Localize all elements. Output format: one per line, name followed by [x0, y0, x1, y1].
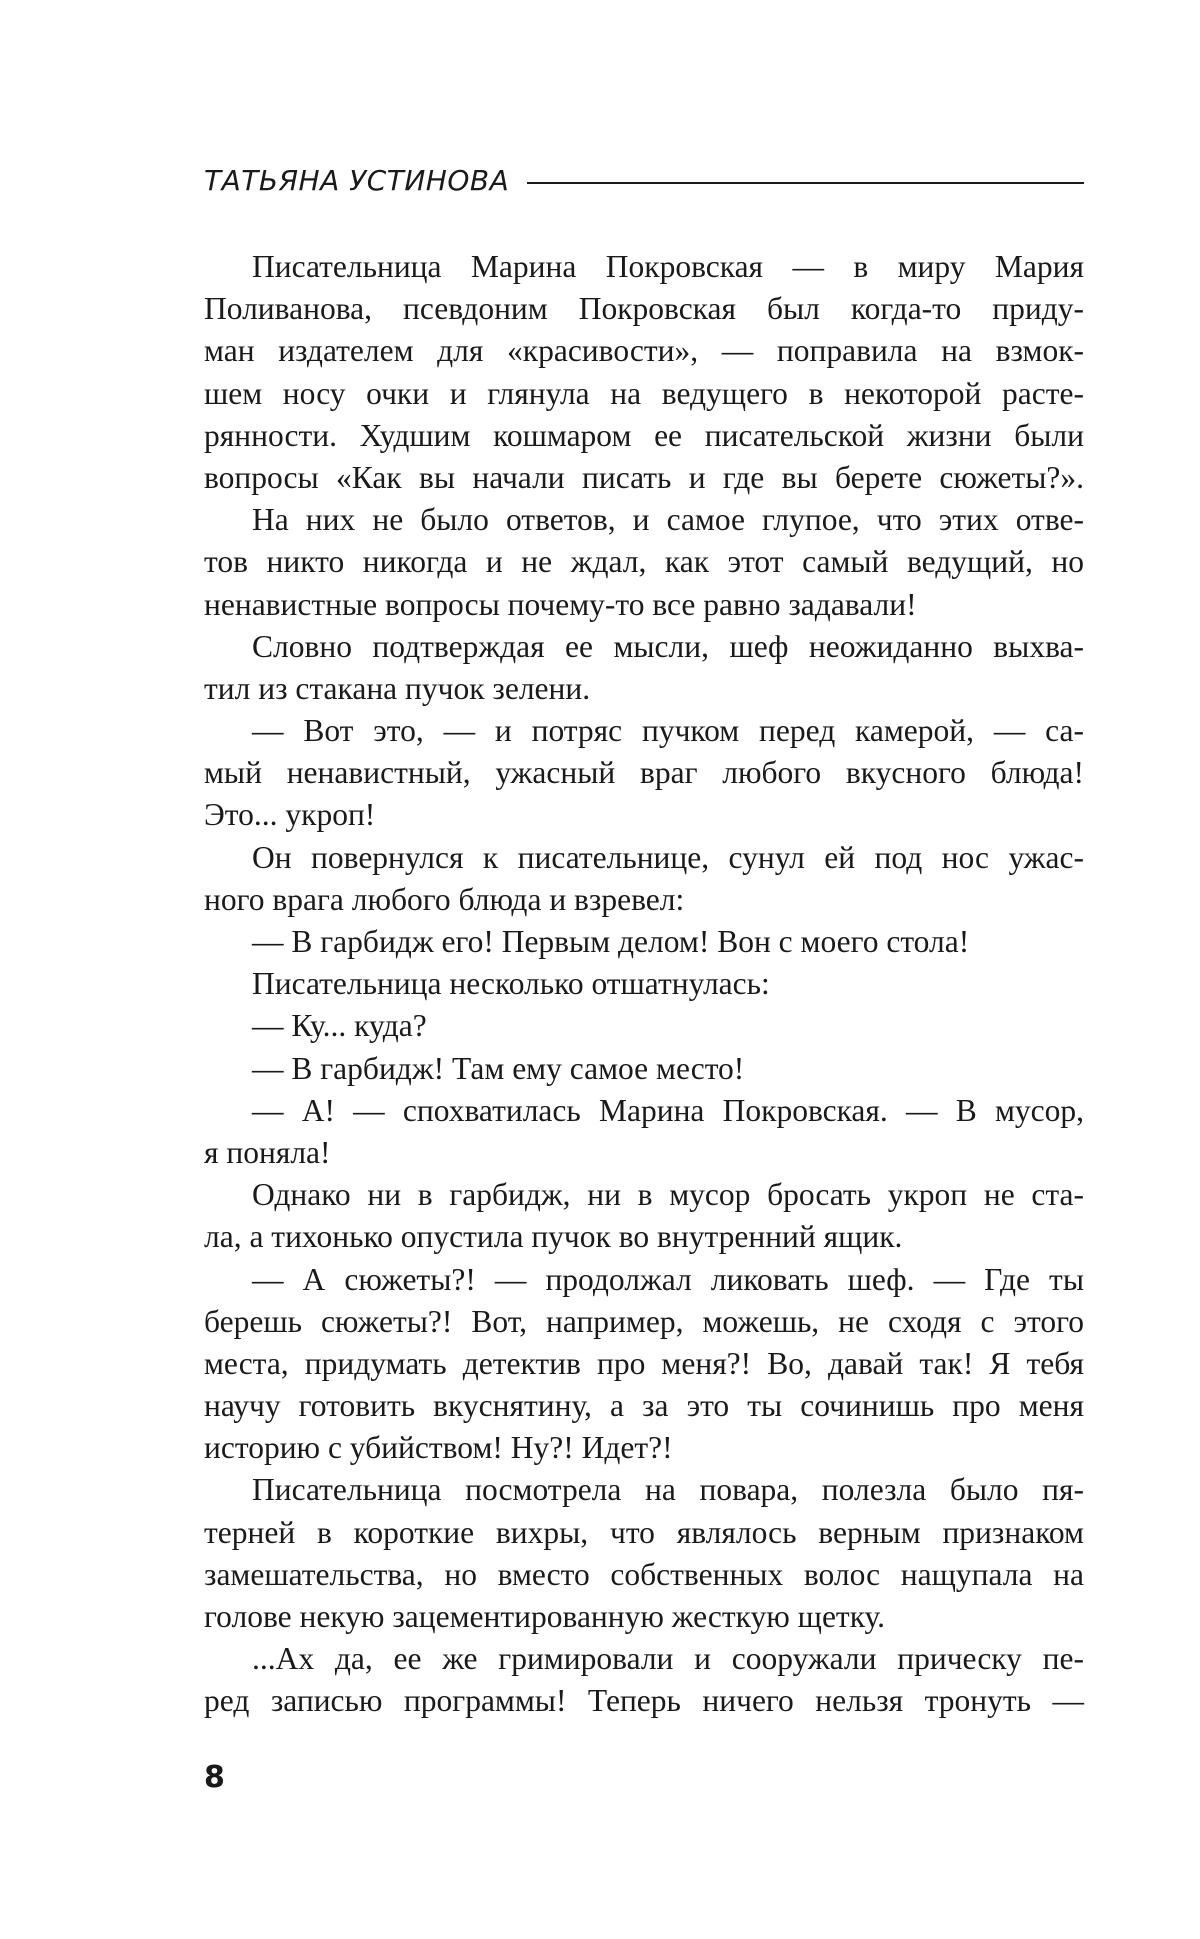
text-line: замешательства, но вместо собственных волос нащупала на [204, 1556, 1084, 1592]
running-head-rule [527, 182, 1084, 184]
text-line: берешь сюжеты?! Вот, например, можешь, не сходя с этого [204, 1303, 1084, 1339]
text-line: Писательница несколько отшатнулась: [252, 966, 770, 1002]
text-line: терней в короткие вихры, что являлось верным признаком [204, 1514, 1084, 1550]
text-line: тил из стакана пучок зелени. [204, 670, 591, 706]
body-text [204, 246, 1084, 1723]
running-head-author: ТАТЬЯНА УСТИНОВА [204, 163, 510, 197]
text-line: Словно подтверждая ее мысли, шеф неожиданно выхва- [252, 628, 1084, 664]
text-line: — Вот это, — и потряс пучком перед камерой, — са- [252, 713, 1084, 749]
text-line: — Ку... куда? [252, 1008, 427, 1044]
text-line: мый ненавистный, ужасный враг любого вкусного блюда! [204, 755, 1084, 791]
text-line: места, придумать детектив про меня?! Во, давай так! Я тебя [204, 1345, 1084, 1381]
text-line: Он повернулся к писательнице, сунул ей под нос ужас- [252, 839, 1084, 875]
text-line: вопросы «Как вы начали писать и где вы берете сюжеты?». [204, 459, 1084, 495]
text-line: рянности. Худшим кошмаром ее писательской жизни были [204, 417, 1084, 453]
text-line: Однако ни в гарбидж, ни в мусор бросать укроп не ста- [252, 1177, 1084, 1213]
text-line: научу готовить вкуснятину, а за это ты сочинишь про меня [204, 1388, 1084, 1424]
text-line: Писательница посмотрела на повара, полезла было пя- [252, 1472, 1084, 1508]
text-line: — А! — спохватилась Марина Покровская. — В мусор, [252, 1092, 1084, 1128]
text-line: ненавистные вопросы почему-то все равно задавали! [204, 586, 917, 622]
text-line: историю с убийством! Ну?! Идет?! [204, 1430, 673, 1466]
text-line: ла, а тихонько опустила пучок во внутренний ящик. [204, 1219, 903, 1255]
text-line: тов никто никогда и не ждал, как этот самый ведущий, но [204, 544, 1084, 580]
text-line: — В гарбидж его! Первым делом! Вон с моего стола! [252, 924, 970, 959]
text-line: Писательница Марина Покровская — в миру Мария [252, 249, 1084, 284]
text-line: ред записью программы! Теперь ничего нельзя тронуть — [204, 1683, 1084, 1719]
text-line: — А сюжеты?! — продолжал ликовать шеф. — Где ты [252, 1261, 1084, 1297]
text-line: Это... укроп! [204, 797, 376, 833]
text-line: ного врага любого блюда и взревел: [204, 881, 685, 917]
text-line: я поняла! [204, 1134, 331, 1170]
page-number: 8 [204, 1760, 225, 1795]
text-line: На них не было ответов, и самое глупое, что этих отве- [252, 502, 1084, 538]
text-line: шем носу очки и глянула на ведущего в некоторой расте- [204, 375, 1084, 411]
text-line: голове некую зацементированную жесткую щетку. [204, 1599, 886, 1634]
running-head [204, 160, 1084, 200]
text-line: Поливанова, псевдоним Покровская был когда-то приду- [204, 291, 1084, 327]
text-line: ман издателем для «красивости», — поправила на взмок- [204, 333, 1084, 369]
text-line: ...Ах да, ее же гримировали и сооружали прическу пе- [252, 1641, 1084, 1677]
text-line: — В гарбидж! Там ему самое место! [252, 1050, 745, 1086]
